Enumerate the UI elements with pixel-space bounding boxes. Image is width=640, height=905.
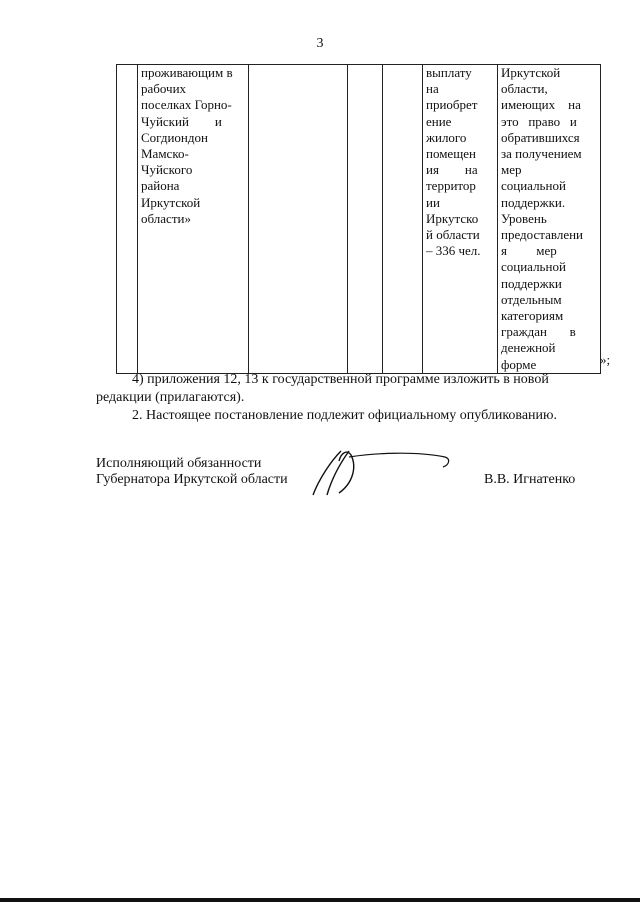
signatory-title-line-2: Губернатора Иркутской области	[96, 472, 288, 487]
signatory-title	[96, 456, 288, 488]
cell-line: Иркутской	[141, 194, 201, 210]
cell-line: – 336 чел.	[426, 243, 481, 259]
cell-line: помещен	[426, 146, 476, 162]
table-cell-empty	[348, 65, 383, 374]
cell-line: приобрет	[426, 97, 478, 113]
cell-line: на	[426, 81, 439, 97]
cell-line: области»	[141, 210, 191, 226]
paragraph-2: 2. Настоящее постановление подлежит официальному опубликованию.	[132, 408, 557, 423]
cell-line: я мер	[501, 243, 557, 259]
cell-line: ии	[426, 194, 440, 210]
cell-line: Согдиондон	[141, 129, 208, 145]
table-cell-result	[498, 65, 601, 374]
cell-line: ение	[426, 113, 452, 129]
handwritten-signature	[305, 445, 455, 500]
cell-line: категориям	[501, 308, 564, 324]
cell-line: района	[141, 178, 180, 194]
program-table-continuation	[116, 64, 601, 374]
scan-bottom-edge	[0, 898, 640, 902]
cell-line: социальной	[501, 178, 566, 194]
paragraph-4-line-1: 4) приложения 12, 13 к государственной программе изложить в новой	[132, 372, 549, 387]
cell-line: Чуйский и	[141, 113, 222, 129]
cell-line: это право и	[501, 113, 577, 129]
cell-line: предоставлени	[501, 227, 584, 243]
table-cell-empty	[249, 65, 348, 374]
cell-line: Иркутской	[501, 65, 561, 80]
cell-line: социальной	[501, 259, 566, 275]
cell-line: поддержки.	[501, 194, 566, 210]
cell-line: ия на	[426, 162, 478, 178]
cell-line: мер	[501, 162, 522, 178]
page-number: 3	[316, 36, 324, 51]
paragraph-4-line-2: редакции (прилагаются).	[96, 390, 245, 405]
signatory-title-line-1: Исполняющий обязанности	[96, 456, 262, 471]
cell-line: проживающим в	[141, 65, 233, 80]
cell-line: рабочих	[141, 81, 187, 97]
cell-line: выплату	[426, 65, 472, 80]
cell-line: Чуйского	[141, 162, 193, 178]
cell-line: области,	[501, 81, 548, 97]
cell-line: поддержки	[501, 275, 562, 291]
cell-line: жилого	[426, 129, 467, 145]
cell-line: отдельным	[501, 291, 562, 307]
table-cell-empty	[383, 65, 423, 374]
cell-line: имеющих на	[501, 97, 581, 113]
cell-line: обратившихся	[501, 129, 580, 145]
cell-line: Уровень	[501, 210, 547, 226]
cell-line: граждан в	[501, 324, 576, 340]
table-cell-recipients	[138, 65, 249, 374]
cell-line: территор	[426, 178, 476, 194]
cell-line: за получением	[501, 146, 582, 162]
cell-line: й области	[426, 227, 480, 243]
closing-quote: »;	[600, 352, 611, 367]
signatory-name: В.В. Игнатенко	[484, 472, 576, 487]
cell-line: поселках Горно-	[141, 97, 232, 113]
table-cell-number	[117, 65, 138, 374]
cell-line: Мамско-	[141, 146, 189, 162]
cell-line: форме	[501, 356, 537, 372]
table-row	[117, 65, 601, 374]
cell-line: Иркутско	[426, 210, 479, 226]
cell-line: денежной	[501, 340, 556, 356]
table-cell-indicator	[423, 65, 498, 374]
